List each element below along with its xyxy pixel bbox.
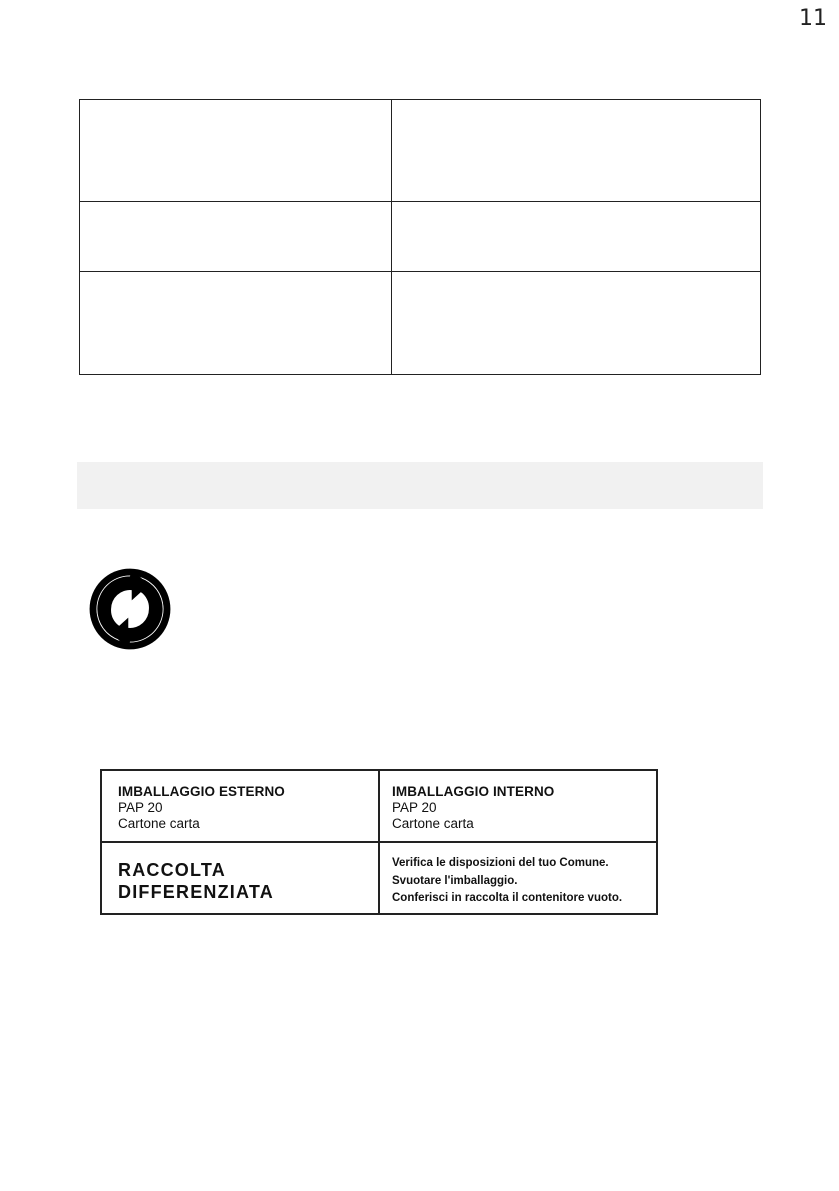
page-number: 11 (799, 6, 827, 31)
table-cell (392, 202, 761, 271)
table-cell (392, 100, 761, 202)
internal-packaging-cell (380, 771, 656, 843)
table-row (80, 100, 761, 202)
instruction-line: Conferisci in raccolta il contenitore vuoto. (392, 892, 623, 904)
external-packaging-cell (102, 771, 380, 843)
section-band (77, 462, 763, 509)
disposal-label (100, 769, 658, 915)
external-packaging-material: Cartone carta (118, 816, 200, 831)
instructions-cell (380, 843, 656, 913)
instruction-line: Svuotare l'imballaggio. (392, 874, 518, 887)
internal-packaging-code: PAP 20 (392, 800, 437, 815)
instruction-line: Verifica le disposizioni del tuo Comune. (392, 857, 609, 869)
collection-title-line1: RACCOLTA (118, 860, 226, 880)
external-packaging-title: IMBALLAGGIO ESTERNO (118, 784, 285, 799)
collection-title-line2: DIFFERENZIATA (118, 882, 274, 902)
table-row (80, 202, 761, 271)
collection-cell (102, 843, 380, 913)
internal-packaging-material: Cartone carta (392, 816, 474, 831)
spec-table (79, 99, 761, 375)
table-cell (80, 100, 392, 202)
internal-packaging-title: IMBALLAGGIO INTERNO (392, 784, 555, 799)
table-cell (80, 202, 392, 271)
external-packaging-code: PAP 20 (118, 800, 163, 815)
green-dot-recycle-icon (86, 566, 174, 652)
table-row (80, 271, 761, 374)
table-cell (392, 271, 761, 374)
table-cell (80, 271, 392, 374)
